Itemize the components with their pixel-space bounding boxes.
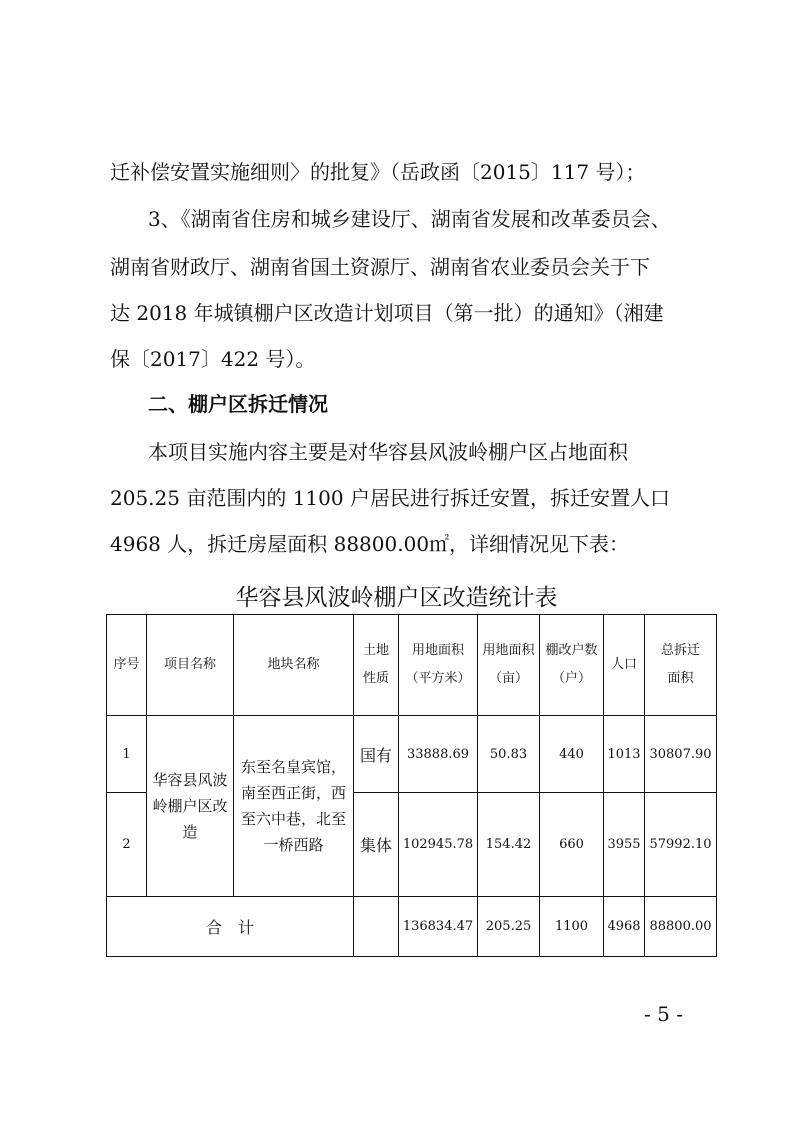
total-population: 4968: [604, 897, 645, 957]
body-line-5: 保〔2017〕422 号）。: [110, 347, 316, 371]
row1-land: 国有: [354, 716, 399, 793]
header-plot: 地块名称: [234, 615, 354, 716]
body-line-3: 湖南省财政厅、湖南省国土资源厅、湖南省农业委员会关于下: [110, 255, 650, 279]
paragraph-line-2: 205.25 亩范围内的 1100 户居民进行拆迁安置，拆迁安置人口: [110, 486, 670, 510]
row1-demolition: 30807.90: [645, 716, 717, 793]
row1-seq: 1: [107, 716, 147, 793]
table-header-row: [107, 615, 717, 716]
total-households: 1100: [540, 897, 604, 957]
table-total-row: [107, 897, 717, 957]
row2-seq: 2: [107, 793, 147, 897]
header-demolition: 总拆迁 面积: [645, 615, 717, 716]
header-area-m2: 用地面积 （平方米）: [399, 615, 478, 716]
table-title: 华容县风波岭棚户区改造统计表: [235, 585, 558, 611]
row2-land: 集体: [354, 793, 399, 897]
body-line-1: 迁补偿安置实施细则〉的批复》（岳政函〔2015〕117 号）；: [110, 160, 646, 184]
header-land: 土地 性质: [354, 615, 399, 716]
row1-population: 1013: [604, 716, 645, 793]
row1-area-m2: 33888.69: [399, 716, 478, 793]
header-households: 棚改户数 （户）: [540, 615, 604, 716]
row1-households: 440: [540, 716, 604, 793]
header-population: 人口: [604, 615, 645, 716]
row2-demolition: 57992.10: [645, 793, 717, 897]
header-area-mu: 用地面积 （亩）: [478, 615, 540, 716]
total-land-empty: [354, 897, 399, 957]
header-seq: 序号: [107, 615, 147, 716]
paragraph-line-3: 4968 人，拆迁房屋面积 88800.00㎡，详细情况见下表：: [110, 532, 630, 556]
page-number: - 5 -: [644, 1002, 683, 1026]
plot-name-cell: 东至名皇宾馆， 南至西正街，西 至六中巷，北至 一桥西路: [234, 716, 354, 897]
body-line-4: 达 2018 年城镇棚户区改造计划项目（第一批）的通知》（湘建: [110, 301, 664, 325]
row2-households: 660: [540, 793, 604, 897]
project-name-cell: 华容县风波 岭棚户区改 造: [147, 716, 234, 897]
table-row: [107, 716, 717, 793]
row1-area-mu: 50.83: [478, 716, 540, 793]
total-area-mu: 205.25: [478, 897, 540, 957]
body-line-2: 3、《湖南省住房和城乡建设厅、湖南省发展和改革委员会、: [148, 207, 671, 231]
row2-population: 3955: [604, 793, 645, 897]
total-label: 合 计: [107, 897, 354, 957]
statistics-table: [106, 614, 717, 957]
section-heading: 二、棚户区拆迁情况: [148, 392, 328, 416]
total-area-m2: 136834.47: [399, 897, 478, 957]
row2-area-m2: 102945.78: [399, 793, 478, 897]
paragraph-line-1: 本项目实施内容主要是对华容县风波岭棚户区占地面积: [148, 440, 628, 464]
row2-area-mu: 154.42: [478, 793, 540, 897]
header-project: 项目名称: [147, 615, 234, 716]
total-demolition: 88800.00: [645, 897, 717, 957]
